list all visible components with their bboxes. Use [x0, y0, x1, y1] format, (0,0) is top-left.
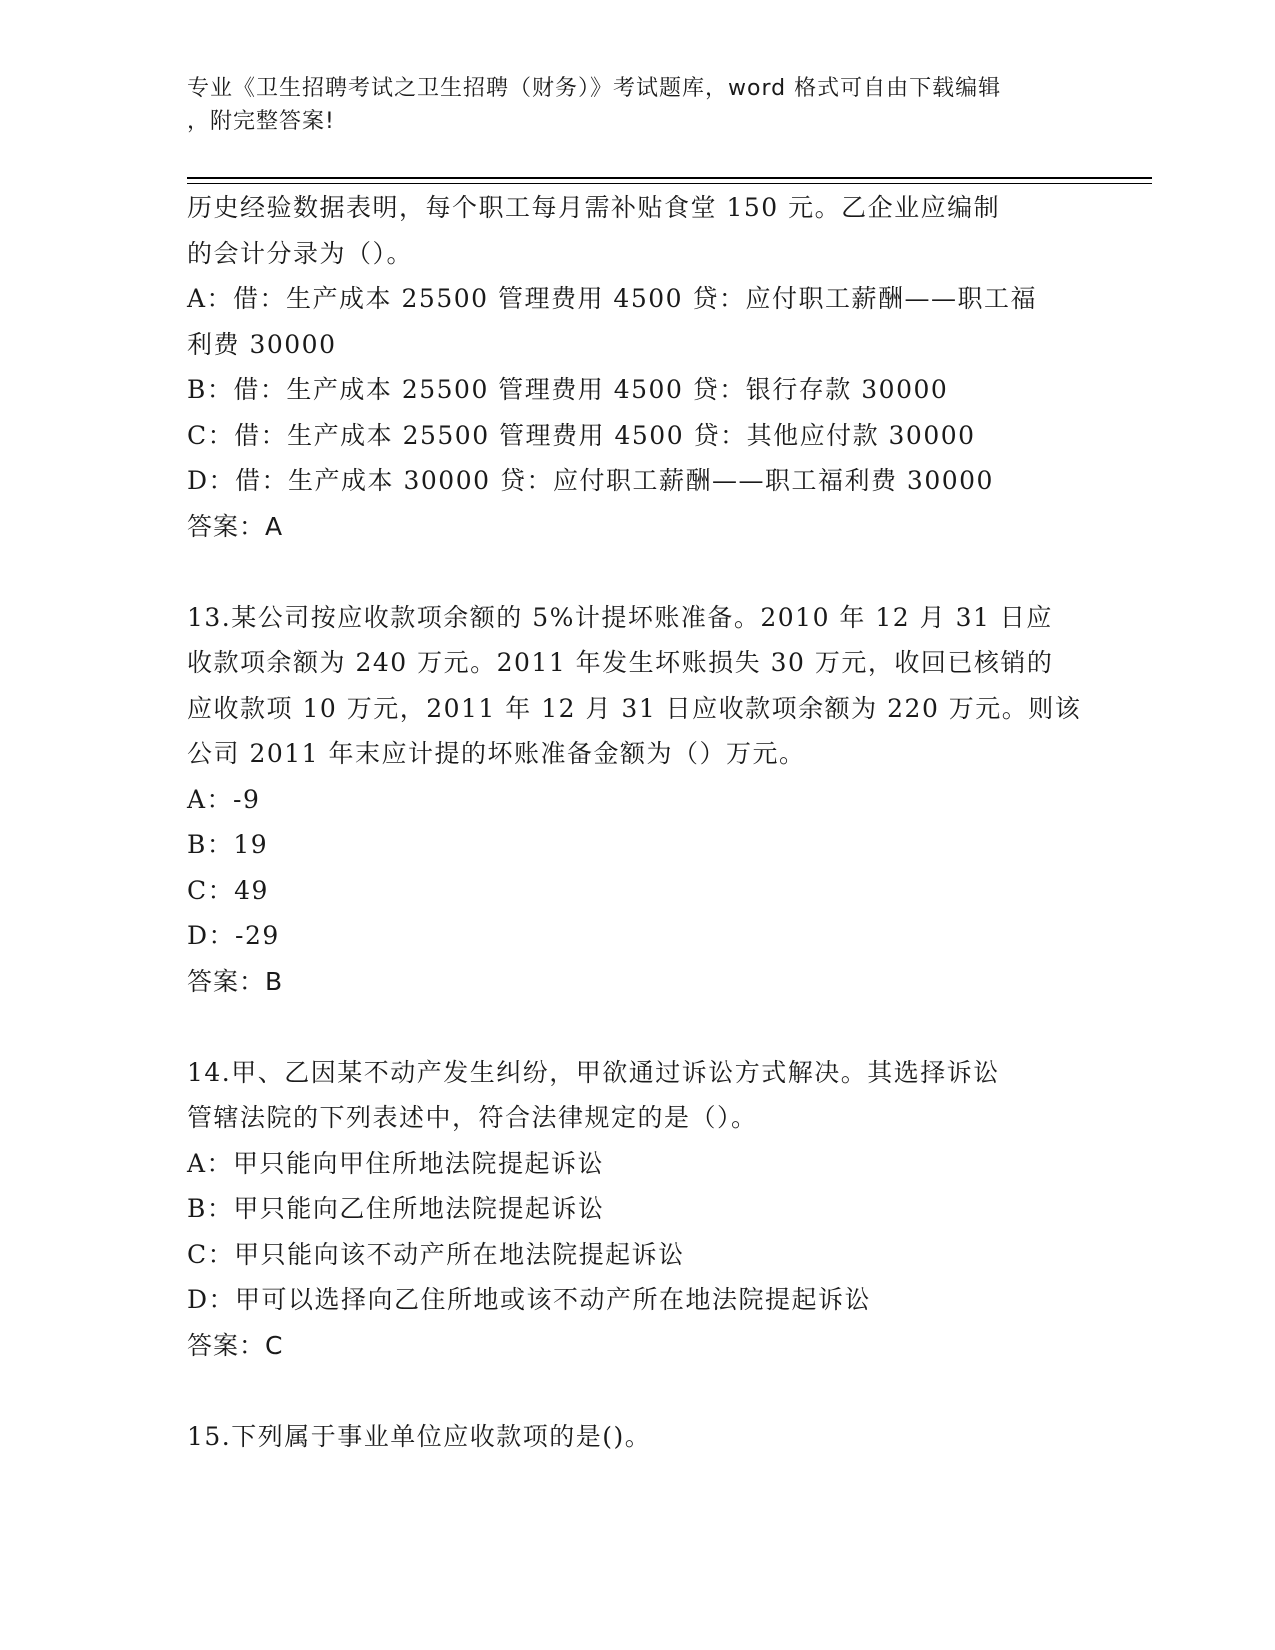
- page-header: [187, 72, 1067, 138]
- header-rule-thin: [187, 183, 1152, 184]
- question-12-stem-line-2: 的会计分录为（）。: [187, 238, 414, 268]
- spacer: [187, 549, 1087, 595]
- question-12-option-c: C：借：生产成本 25500 管理费用 4500 贷：其他应付款 30000: [187, 420, 976, 450]
- question-13-option-a: A：-9: [187, 784, 261, 814]
- question-12-answer: 答案：A: [187, 511, 284, 541]
- question-12-stem-line-1: 历史经验数据表明，每个职工每月需补贴食堂 150 元。乙企业应编制: [187, 193, 1001, 222]
- question-12-option-a-line-2: 利费 30000: [187, 329, 337, 359]
- question-14-answer: 答案：C: [187, 1330, 284, 1360]
- question-14: [187, 1050, 1087, 1369]
- header-title-line-2: ，附完整答案!: [187, 109, 335, 134]
- spacer: [187, 1004, 1087, 1050]
- question-12: [187, 185, 1087, 549]
- question-13-option-b: B：19: [187, 830, 269, 859]
- header-rule-thick: [187, 177, 1152, 179]
- question-list: [187, 185, 1087, 1459]
- question-13-stem-line-4: 公司 2011 年末应计提的坏账准备金额为（）万元。: [187, 739, 806, 768]
- header-title-line-1: 专业《卫生招聘考试之卫生招聘（财务）》考试题库，word 格式可自由下载编辑: [187, 76, 1002, 101]
- question-12-option-d: D：借：生产成本 30000 贷：应付职工薪酬——职工福利费 30000: [187, 466, 994, 495]
- question-13-option-c: C：49: [187, 875, 269, 905]
- question-14-stem-line-1: 14.甲、乙因某不动产发生纠纷，甲欲通过诉讼方式解决。其选择诉讼: [187, 1057, 1000, 1087]
- question-13-stem-line-3: 应收款项 10 万元，2011 年 12 月 31 日应收款项余额为 220 万元。则该: [187, 693, 1082, 723]
- question-12-option-b: B：借：生产成本 25500 管理费用 4500 贷：银行存款 30000: [187, 375, 949, 404]
- spacer: [187, 1368, 1087, 1414]
- question-15: [187, 1414, 1087, 1460]
- question-14-option-d: D：甲可以选择向乙住所地或该不动产所在地法院提起诉讼: [187, 1285, 872, 1314]
- question-14-stem-line-2: 管辖法院的下列表述中，符合法律规定的是（）。: [187, 1103, 758, 1132]
- question-13-stem-line-2: 收款项余额为 240 万元。2011 年发生坏账损失 30 万元，收回已核销的: [187, 648, 1054, 677]
- question-13-answer: 答案：B: [187, 966, 284, 996]
- question-13: [187, 595, 1087, 1005]
- question-14-option-a: A：甲只能向甲住所地法院提起诉讼: [187, 1148, 605, 1178]
- question-13-stem-line-1: 13.某公司按应收款项余额的 5%计提坏账准备。2010 年 12 月 31 日应: [187, 602, 1053, 632]
- question-13-option-d: D：-29: [187, 921, 280, 950]
- question-15-stem-line-1: 15.下列属于事业单位应收款项的是()。: [187, 1421, 652, 1451]
- question-14-option-b: B：甲只能向乙住所地法院提起诉讼: [187, 1194, 605, 1223]
- question-14-option-c: C：甲只能向该不动产所在地法院提起诉讼: [187, 1239, 685, 1269]
- question-12-option-a-line-1: A：借：生产成本 25500 管理费用 4500 贷：应付职工薪酬——职工福: [187, 284, 1037, 313]
